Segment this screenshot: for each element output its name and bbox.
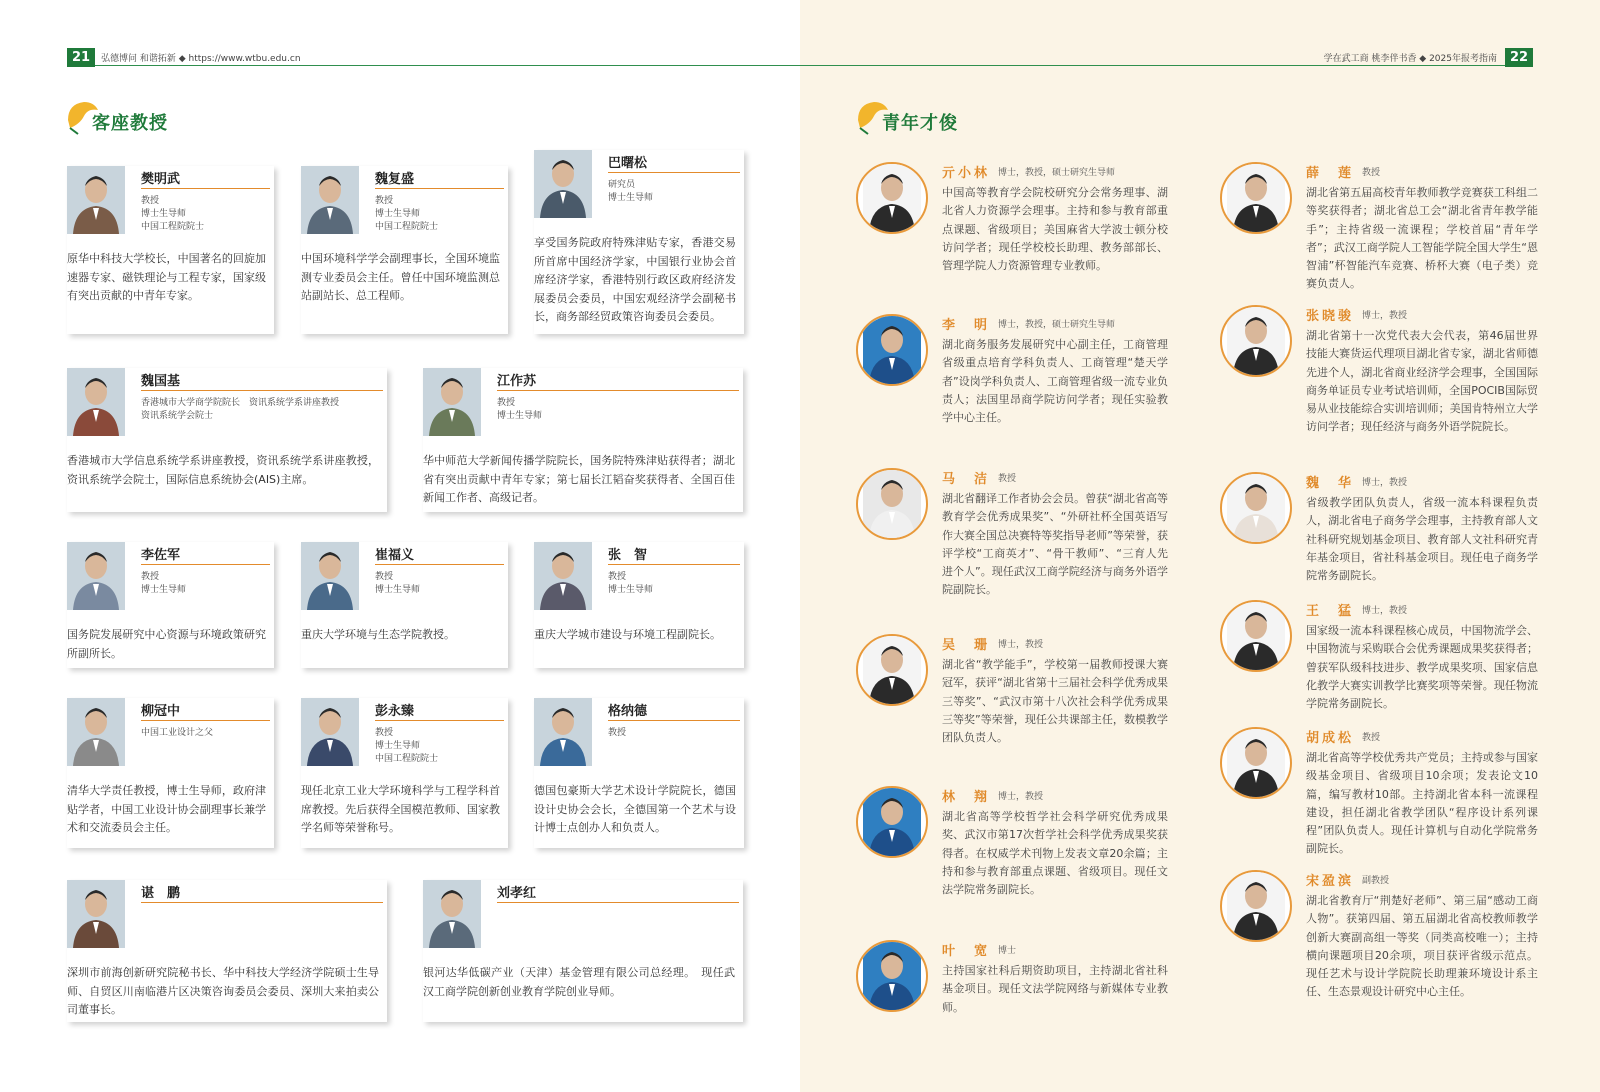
talent-name: 宋盈滨: [1306, 874, 1355, 889]
talent-info: 博士，教授，硕士研究生导师: [998, 320, 1116, 330]
professor-title-line: 博士生导师: [375, 741, 421, 751]
talent-avatar: [856, 940, 928, 1012]
professor-name: 樊明武: [141, 172, 181, 187]
professor-description: 香港城市大学信息系统学系讲座教授，资讯系统学系讲座教授，资讯系统学会院士，国际信息系统协会(AIS)主席。: [67, 454, 379, 486]
talent-entry: [1220, 727, 1538, 867]
name-underline: [141, 188, 270, 189]
professor-description: 深圳市前海创新研究院秘书长、华中科技大学经济学院硕士生导师、自贸区川南临港片区决策咨询委员会委员、深圳大来拍卖公司董事长。: [67, 966, 379, 1016]
left-header-text: 弘德博问 和谐拓新 ◆ https://www.wtbu.edu.cn: [101, 54, 301, 64]
professor-photo: [534, 150, 592, 218]
talent-avatar: [856, 786, 928, 858]
talent-description: 省级教学团队负责人，省级一流本科课程负责人，湖北省电子商务学会理事，主持教育部人文社科研究规划基金项目、教育部人文社科研究青年基金项目，省社科基金项目。现任电子商务学院常务副院长。: [1306, 496, 1538, 583]
professor-description: 华中师范大学新闻传播学院院长，国务院特殊津贴获得者；湖北省有突出贡献中青年专家；第七届长江韬奋奖获得者、全国百佳新闻工作者、高级记者。: [423, 454, 735, 504]
professor-title-line: 中国工程院院士: [141, 222, 205, 232]
professor-description: 清华大学责任教授，博士生导师，政府津贴学者，中国工业设计协会副理事长兼学术和交流委员会主任。: [67, 784, 266, 834]
professor-title-line: 教授: [375, 196, 394, 206]
professor-photo: [301, 542, 359, 610]
professor-title-line: 教授: [608, 728, 627, 738]
name-underline: [608, 172, 740, 173]
talent-entry: [856, 314, 1166, 454]
talent-entry: [856, 162, 1166, 302]
ginkgo-leaf-icon: [854, 100, 890, 136]
professor-photo: [67, 368, 125, 436]
professor-name: 巴曙松: [608, 156, 648, 171]
professor-card: [301, 698, 508, 848]
talent-name: 吴 珊: [942, 638, 991, 653]
professor-title-line: 博士生导师: [141, 585, 187, 595]
professor-name: 彭永臻: [375, 704, 415, 719]
professor-title-line: 博士生导师: [608, 193, 654, 203]
talent-name: 马 洁: [942, 472, 991, 487]
section-young-talents: [854, 100, 958, 136]
talent-description: 湖北省第十一次党代表大会代表，第46届世界技能大赛货运代理项目湖北省专家，湖北省师德先进个人，湖北省商业经济学会理事，全国国际商务单证员专业考试培训师，全国POCIB国际贸易从业技能综合实训培训师；美国肯特州立大学访问学者；现任经济与商务外语学院院长。: [1306, 329, 1538, 434]
professor-title-line: 教授: [141, 196, 160, 206]
professor-titles: [141, 195, 204, 234]
talent-name: 薛 莲: [1306, 166, 1355, 181]
professor-title-line: 香港城市大学商学院院长 资讯系统学系讲座教授: [141, 398, 340, 408]
name-underline: [375, 720, 504, 721]
professor-description: 原华中科技大学校长，中国著名的回旋加速器专家、磁铁理论与工程专家，国家级有突出贡献的中青年专家。: [67, 252, 266, 302]
professor-card: [301, 166, 508, 334]
professor-title-line: 教授: [608, 572, 627, 582]
talent-avatar: [1220, 600, 1292, 672]
name-underline: [141, 902, 383, 903]
professor-description: 重庆大学城市建设与环境工程副院长。: [534, 628, 721, 641]
talent-description: 湖北省“教学能手”，学校第一届教师授课大赛冠军，获评“湖北省第十三届社会科学优秀成果三等奖”、“武汉市第十八次社会科学优秀成果三等奖”等荣誉，现任公共课部主任，数模教学团队负责人。: [942, 658, 1168, 745]
professor-description: 现任北京工业大学环境科学与工程学科首席教授。先后获得全国模范教师、国家教学名师等荣誉称号。: [301, 784, 500, 834]
professor-photo: [423, 880, 481, 948]
professor-photo: [67, 542, 125, 610]
professor-name: 江作苏: [497, 374, 537, 389]
professor-title-line: 中国工业设计之父: [141, 728, 214, 738]
talent-name: 林 翔: [942, 790, 991, 805]
professor-photo: [67, 698, 125, 766]
professor-card: [534, 698, 744, 848]
professor-description: 重庆大学环境与生态学院教授。: [301, 628, 455, 641]
professor-description: 德国包豪斯大学艺术设计学院院长，德国设计史协会会长，全德国第一个艺术与设计博士点创办人和负责人。: [534, 784, 736, 834]
talent-avatar: [856, 634, 928, 706]
professor-title-line: 中国工程院院士: [375, 754, 439, 764]
professor-name: 李佐军: [141, 548, 181, 563]
section-title-right: 青年才俊: [882, 113, 958, 134]
talent-entry: [1220, 600, 1538, 740]
professor-title-line: 研究员: [608, 180, 636, 190]
talent-avatar: [856, 162, 928, 234]
talent-info: 博士，教授，硕士研究生导师: [998, 168, 1116, 178]
talent-entry: [856, 634, 1166, 774]
professor-title-line: 教授: [375, 728, 394, 738]
talent-entry: [1220, 305, 1538, 445]
talent-entry: [856, 786, 1166, 926]
professor-name: 柳冠中: [141, 704, 181, 719]
professor-titles: [141, 571, 186, 597]
professor-card: [67, 880, 387, 1022]
header-rule-right: [800, 65, 1533, 66]
talent-name: 李 明: [942, 318, 991, 333]
talent-name: 亓小林: [942, 166, 991, 181]
talent-name: 王 猛: [1306, 604, 1355, 619]
talent-name: 张晓骏: [1306, 309, 1355, 324]
professor-photo: [534, 698, 592, 766]
talent-name: 胡成松: [1306, 731, 1355, 746]
professor-name: 张 智: [608, 548, 648, 563]
professor-photo: [301, 698, 359, 766]
professor-titles: [375, 195, 438, 234]
professor-name: 崔福义: [375, 548, 415, 563]
talent-avatar: [1220, 162, 1292, 234]
talent-entry: [1220, 162, 1538, 302]
professor-title-line: 教授: [375, 572, 394, 582]
professor-card: [534, 542, 744, 668]
name-underline: [497, 902, 739, 903]
name-underline: [141, 720, 270, 721]
talent-avatar: [856, 314, 928, 386]
name-underline: [141, 564, 270, 565]
talent-entry: [1220, 870, 1538, 1010]
professor-photo: [67, 166, 125, 234]
talent-info: 副教授: [1362, 876, 1390, 886]
professor-name: 刘孝红: [497, 886, 537, 901]
talent-description: 湖北省教育厅“荆楚好老师”、第三届“感动工商人物”。获第四届、第五届湖北省高校教师教学创新大赛副高组一等奖（同类高校唯一）；主持横向课题项目20余项，项目获评省级示范点。现任艺术与设计学院院长助理兼环境设计系主任、生态景观设计研究中心主任。: [1306, 894, 1538, 999]
talent-avatar: [1220, 870, 1292, 942]
professor-name: 格纳德: [608, 704, 648, 719]
talent-avatar: [1220, 305, 1292, 377]
professor-photo: [423, 368, 481, 436]
talent-name: 叶 宽: [942, 944, 991, 959]
professor-title-line: 博士生导师: [608, 585, 654, 595]
name-underline: [141, 390, 383, 391]
professor-titles: [141, 727, 213, 740]
professor-title-line: 博士生导师: [497, 411, 543, 421]
name-underline: [375, 564, 504, 565]
talent-description: 中国高等教育学会院校研究分会常务理事、湖北省人力资源学会理事。主持和参与教育部重点课题、省级项目；美国麻省大学波士顿分校访问学者；现任学校校长助理、教务部部长、管理学院人力资源管理专业教师。: [942, 186, 1168, 273]
talent-info: 博士，教授: [1362, 311, 1408, 321]
professor-titles: [608, 727, 626, 740]
talent-description: 湖北省高等学校优秀共产党员；主持或参与国家级基金项目、省级项目10余项；发表论文10篇，编写教材10部。主持湖北省本科一流课程建设，担任湖北省教学团队“程序设计系列课程”团队负责人。现任计算机与自动化学院常务副院长。: [1306, 751, 1538, 856]
professor-titles: [497, 397, 542, 423]
talent-name: 魏 华: [1306, 476, 1355, 491]
professor-description: 银河达华低碳产业（天津）基金管理有限公司总经理。 现任武汉工商学院创新创业教育学院创业导师。: [423, 966, 735, 998]
talent-entry: [856, 468, 1166, 608]
section-title-left: 客座教授: [92, 113, 168, 134]
talent-info: 博士，教授: [1362, 606, 1408, 616]
talent-avatar: [856, 468, 928, 540]
professor-description: 国务院发展研究中心资源与环境政策研究所副所长。: [67, 628, 266, 660]
professor-photo: [534, 542, 592, 610]
talent-info: 教授: [1362, 733, 1381, 743]
right-page-number: 22: [1505, 48, 1533, 67]
professor-name: 魏复盛: [375, 172, 415, 187]
talent-description: 湖北省高等学校哲学社会科学研究优秀成果奖、武汉市第17次哲学社会科学优秀成果奖获得者。在权威学术刊物上发表文章20余篇；主持和参与教育部重点课题、省级项目。现任文法学院常务副院长。: [942, 810, 1168, 897]
talent-description: 湖北省第五届高校青年教师教学竞赛获工科组二等奖获得者；湖北省总工会“湖北省青年教学能手”；主持省级一流课程；学校首届“青年学者”；武汉工商学院人工智能学院全国大学生“恩智浦”杯智能汽车竞赛、桥杯大赛（电子类）竞赛负责人。: [1306, 186, 1538, 291]
professor-title-line: 教授: [497, 398, 516, 408]
talent-avatar: [1220, 727, 1292, 799]
talent-info: 教授: [1362, 168, 1381, 178]
talent-description: 湖北商务服务发展研究中心副主任，工商管理省级重点培育学科负责人、工商管理“楚天学者”设岗学科负责人、工商管理省级一流专业负责人；法国里昂商学院访问学者；现任实验教学中心主任。: [942, 338, 1168, 425]
professor-card: [301, 542, 508, 668]
talent-description: 湖北省翻译工作者协会会员。曾获“湖北省高等教育学会优秀成果奖”、“外研社杯全国英语写作大赛全国总决赛特等奖指导老师”等荣誉，获评学校“工商英才”、“骨干教师”、“三育人先进个人”。现任武汉工商学院经济与商务外语学院副院长。: [942, 492, 1168, 597]
talent-description: 国家级一流本科课程核心成员，中国物流学会、中国物流与采购联合会优秀课题成果奖获得者；曾获军队级科技进步、教学成果奖项、国家信息化教学大赛实训教学比赛奖项等荣誉。现任物流学院常务副院长。: [1306, 624, 1538, 711]
professor-name: 谌 鹏: [141, 886, 181, 901]
section-guest-professors: [64, 100, 168, 136]
professor-titles: [375, 571, 420, 597]
name-underline: [375, 188, 504, 189]
talent-info: 教授: [998, 474, 1017, 484]
ginkgo-leaf-icon: [64, 100, 100, 136]
professor-titles: [141, 397, 339, 423]
professor-name: 魏国基: [141, 374, 181, 389]
professor-description: 享受国务院政府特殊津贴专家，香港交易所首席中国经济学家，中国银行业协会首席经济学家，香港特别行政区政府经济发展委员会委员，中国宏观经济学会副秘书长，商务部经贸政策咨询委员会委员。: [534, 236, 736, 323]
professor-title-line: 博士生导师: [375, 585, 421, 595]
talent-entry: [1220, 472, 1538, 612]
professor-card: [67, 698, 274, 848]
professor-description: 中国环境科学学会副理事长，全国环境监测专业委员会主任。曾任中国环境监测总站副站长、总工程师。: [301, 252, 500, 302]
professor-card: [67, 542, 274, 668]
talent-info: 博士，教授: [998, 640, 1044, 650]
name-underline: [608, 564, 740, 565]
header-rule-left: [67, 65, 800, 66]
left-page-number: 21: [67, 48, 95, 67]
professor-title-line: 博士生导师: [141, 209, 187, 219]
right-header-text: 学在武工商 桃李伴书香 ◆ 2025年报考指南: [1323, 54, 1497, 64]
professor-card: [423, 880, 743, 1022]
professor-title-line: 教授: [141, 572, 160, 582]
professor-title-line: 博士生导师: [375, 209, 421, 219]
professor-titles: [608, 571, 653, 597]
name-underline: [608, 720, 740, 721]
talent-description: 主持国家社科后期资助项目，主持湖北省社科基金项目。现任文法学院网络与新媒体专业教师。: [942, 964, 1168, 1014]
talent-info: 博士，教授: [1362, 478, 1408, 488]
talent-info: 博士，教授: [998, 792, 1044, 802]
professor-title-line: 中国工程院院士: [375, 222, 439, 232]
professor-card: [67, 166, 274, 334]
name-underline: [497, 390, 739, 391]
professor-card: [67, 368, 387, 512]
professor-title-line: 资讯系统学会院士: [141, 411, 214, 421]
professor-photo: [67, 880, 125, 948]
talent-info: 博士: [998, 946, 1017, 956]
professor-titles: [375, 727, 438, 766]
professor-titles: [608, 179, 653, 205]
talent-entry: [856, 940, 1166, 1080]
professor-card: [534, 150, 744, 334]
professor-photo: [301, 166, 359, 234]
professor-card: [423, 368, 743, 512]
talent-avatar: [1220, 472, 1292, 544]
